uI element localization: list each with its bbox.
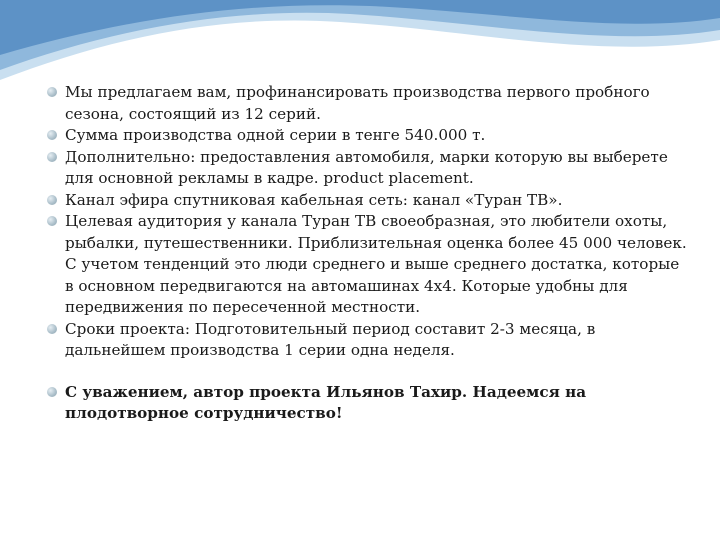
closing-note <box>45 382 690 425</box>
list-item-text: Мы предлагаем вам, профинансировать производства первого пробного сезона, состоящий из 12 серий. <box>65 83 650 123</box>
list-item-text: Целевая аудитория у канала Туран ТВ своеобразная, это любители охоты, рыбалки, путешественники. Приблизительная оценка более 45 000 человек. С учетом тенденций это люди среднего и выше среднего достатка, которые в основном передвигаются на автомашинах 4х4. Которые удобны для передвижения по пересеченной местности. <box>65 212 687 316</box>
list-item <box>45 211 690 319</box>
closing-text: С уважением, автор проекта Ильянов Тахир. Надеемся на плодотворное сотрудничество! <box>65 382 587 422</box>
bullet-icon <box>47 195 57 205</box>
list-item <box>45 319 690 362</box>
bullet-icon <box>47 324 57 334</box>
bullet-icon <box>47 87 57 97</box>
bullet-icon <box>47 216 57 226</box>
bullet-list-container <box>45 82 690 425</box>
bullet-list <box>45 82 690 425</box>
list-item <box>45 147 690 190</box>
list-item <box>45 190 690 212</box>
bullet-icon <box>47 152 57 162</box>
header-wave-decoration <box>0 0 720 90</box>
list-item-text: Сумма производства одной серии в тенге 540.000 т. <box>65 126 486 144</box>
list-item-text: Сроки проекта: Подготовительный период составит 2-3 месяца, в дальнейшем производства 1 серии одна неделя. <box>65 319 596 359</box>
list-item-text: Канал эфира спутниковая кабельная сеть: канал «Туран ТВ». <box>65 190 563 209</box>
list-item <box>45 82 690 125</box>
list-item <box>45 125 690 147</box>
list-item-text: Дополнительно: предоставления автомобиля, марки которую вы выберете для основной рекламы в кадре. product placement. <box>65 147 668 187</box>
bullet-icon <box>47 387 57 397</box>
bullet-icon <box>47 130 57 140</box>
